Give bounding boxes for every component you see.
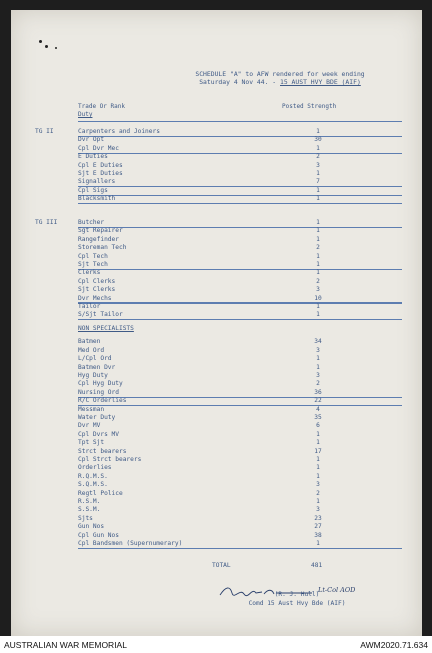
row-trade: Cpl E Duties xyxy=(78,161,123,169)
row-strength: 1 xyxy=(316,363,320,371)
row-strength: 1 xyxy=(316,186,320,194)
table-row xyxy=(78,456,408,464)
table-row xyxy=(78,523,408,531)
row-strength: 27 xyxy=(314,523,322,531)
table-row xyxy=(78,303,408,311)
row-trade: R.S.M. xyxy=(78,498,101,506)
row-trade: Storeman Tech xyxy=(78,244,127,252)
table-row xyxy=(78,448,408,456)
row-trade: Hyg Duty xyxy=(78,372,108,380)
table-row xyxy=(78,269,408,277)
row-trade: Med Ord xyxy=(78,346,105,354)
table-row xyxy=(78,286,408,294)
row-strength: 3 xyxy=(316,161,320,169)
row-strength: 36 xyxy=(314,388,322,396)
col-header-trade-line1: Trade Or Rank xyxy=(78,103,125,110)
total-value: 481 xyxy=(311,562,323,569)
footer-institution: AUSTRALIAN WAR MEMORIAL xyxy=(4,640,127,650)
row-strength: 1 xyxy=(316,456,320,464)
signature-annotation: Lt-Col AOD xyxy=(318,586,356,594)
col-header-strength: Posted Strength xyxy=(282,103,337,110)
table-row xyxy=(78,364,408,372)
row-strength: 23 xyxy=(314,514,322,522)
row-strength: 3 xyxy=(316,481,320,489)
row-strength: 6 xyxy=(316,422,320,430)
table-row xyxy=(78,532,408,540)
row-trade: Carpenters and Joiners xyxy=(78,128,160,135)
row-strength: 1 xyxy=(316,439,320,447)
row-trade: Cpl Clerks xyxy=(78,277,116,285)
table-row xyxy=(78,162,408,170)
row-trade: Signallers xyxy=(78,178,116,186)
row-strength: 35 xyxy=(314,414,322,422)
row-strength: 1 xyxy=(316,498,320,506)
header-unit: 15 AUST HVY BDE (AIF) xyxy=(280,78,361,86)
row-strength: 1 xyxy=(316,227,320,235)
archive-footer xyxy=(0,636,432,653)
table-row xyxy=(78,355,408,363)
row-strength: 38 xyxy=(314,531,322,539)
table-row xyxy=(78,170,408,178)
table-row xyxy=(78,422,408,430)
row-trade: Cpl Tech xyxy=(78,252,108,260)
table-row xyxy=(78,372,408,380)
row-trade: Strct bearers xyxy=(78,447,127,455)
section-title xyxy=(78,325,408,333)
row-strength: 1 xyxy=(316,252,320,260)
table-row xyxy=(78,464,408,472)
row-trade: Sgt Repairer xyxy=(78,227,123,235)
row-trade: S.Q.M.S. xyxy=(78,481,108,489)
row-trade: Cpl Dvrs MV xyxy=(78,430,119,438)
row-trade: Cpl Gun Nos xyxy=(78,531,119,539)
row-trade: Clerks xyxy=(78,269,101,277)
table-row xyxy=(78,347,408,355)
row-trade: Water Duty xyxy=(78,414,116,422)
row-strength: 2 xyxy=(316,380,320,388)
footer-accession: AWM2020.71.634 xyxy=(360,640,428,650)
row-strength: 1 xyxy=(316,128,320,135)
row-rule xyxy=(78,548,402,549)
row-rule xyxy=(78,319,402,320)
row-trade: Dvr Opt xyxy=(78,136,105,144)
row-strength: 1 xyxy=(316,303,320,310)
row-trade: Messman xyxy=(78,405,105,413)
table-row xyxy=(78,278,408,286)
row-strength: 2 xyxy=(316,153,320,161)
row-strength: 22 xyxy=(314,397,322,405)
row-strength: 34 xyxy=(314,338,322,346)
row-strength: 1 xyxy=(316,311,320,319)
row-trade: Cpl Hyg Duty xyxy=(78,380,123,388)
row-strength: 3 xyxy=(316,286,320,294)
table-row xyxy=(78,473,408,481)
table-row xyxy=(78,236,408,244)
row-trade: Cpl Strct bearers xyxy=(78,456,142,464)
row-trade: Sjts xyxy=(78,514,93,522)
table-row xyxy=(78,136,408,144)
table-row xyxy=(78,338,408,346)
signature-block xyxy=(212,590,382,608)
header-line2-prefix: Saturday 4 Nov 44. - xyxy=(199,78,280,86)
row-trade: Cpl Dvr Mec xyxy=(78,144,119,152)
table-row xyxy=(78,253,408,261)
row-strength: 30 xyxy=(314,136,322,144)
row-strength: 2 xyxy=(316,277,320,285)
row-trade: E Duties xyxy=(78,153,108,161)
row-strength: 1 xyxy=(316,144,320,152)
table-row xyxy=(78,515,408,523)
row-strength: 2 xyxy=(316,244,320,252)
table-row xyxy=(78,406,408,414)
row-strength: 2 xyxy=(316,489,320,497)
row-trade: Regtl Police xyxy=(78,489,123,497)
row-strength: 3 xyxy=(316,506,320,514)
col-header-trade-line2: Duty xyxy=(78,111,93,118)
row-strength: 4 xyxy=(316,405,320,413)
row-trade: R/C Orderlies xyxy=(78,397,127,405)
table-row xyxy=(78,414,408,422)
table-row xyxy=(78,227,408,235)
row-strength: 1 xyxy=(316,472,320,480)
row-rule xyxy=(78,203,402,204)
signature-title: Comd 15 Aust Hvy Bde (AIF) xyxy=(248,600,346,607)
row-strength: 7 xyxy=(316,178,320,186)
table-row xyxy=(78,431,408,439)
row-trade: Tailor xyxy=(78,303,101,310)
row-trade: Batmen xyxy=(78,338,101,346)
row-trade: Gun Nos xyxy=(78,523,105,531)
row-trade: Cpl Sigs xyxy=(78,186,108,194)
row-trade: Tpt Sjt xyxy=(78,439,105,447)
table-row xyxy=(78,244,408,252)
row-strength: 17 xyxy=(314,447,322,455)
row-strength: 1 xyxy=(316,355,320,363)
row-strength: 1 xyxy=(316,261,320,268)
row-trade: Batmen Dvr xyxy=(78,363,116,371)
group-label: TG II xyxy=(35,128,54,135)
row-trade: Sjt Clerks xyxy=(78,286,116,294)
table-row xyxy=(78,153,408,161)
row-trade: Dvr Mechs xyxy=(78,294,112,302)
header-line1: SCHEDULE "A" to AFW rendered for week ending xyxy=(195,70,365,78)
row-trade: Cpl Bandsmen (Supernumerary) xyxy=(78,540,183,548)
row-strength: 1 xyxy=(316,430,320,438)
row-trade: Sjt E Duties xyxy=(78,170,123,177)
row-trade: S/Sjt Tailor xyxy=(78,311,123,319)
row-trade: S.S.M. xyxy=(78,506,101,514)
row-trade: Sjt Tech xyxy=(78,261,108,268)
row-trade: R.Q.M.S. xyxy=(78,472,108,480)
table-row xyxy=(78,439,408,447)
row-strength: 1 xyxy=(316,195,320,203)
row-trade: Dvr MV xyxy=(78,422,101,430)
total-label: TOTAL xyxy=(212,562,231,569)
row-strength: 1 xyxy=(316,219,320,226)
row-trade: Butcher xyxy=(78,219,105,226)
header-rule xyxy=(78,121,402,122)
row-strength: 1 xyxy=(316,540,320,548)
table-row xyxy=(78,498,408,506)
signature-name: (R. J. Hull) xyxy=(274,591,320,598)
table-row xyxy=(78,380,408,388)
row-trade: L/Cpl Ord xyxy=(78,355,112,363)
row-trade: Blacksmith xyxy=(78,195,116,203)
table-row xyxy=(78,506,408,514)
row-strength: 3 xyxy=(316,346,320,354)
row-strength: 1 xyxy=(316,235,320,243)
row-strength: 10 xyxy=(314,294,322,302)
group-label: TG III xyxy=(35,219,58,226)
row-strength: 1 xyxy=(316,269,320,277)
row-trade: Nursing Ord xyxy=(78,388,119,396)
table-row xyxy=(78,490,408,498)
row-trade: Rangefinder xyxy=(78,235,119,243)
row-strength: 1 xyxy=(316,464,320,472)
row-strength: 3 xyxy=(316,372,320,380)
section-title-text: NON SPECIALISTS xyxy=(78,325,134,332)
row-trade: Orderlies xyxy=(78,464,112,472)
table-row xyxy=(78,481,408,489)
row-strength: 1 xyxy=(316,170,320,177)
